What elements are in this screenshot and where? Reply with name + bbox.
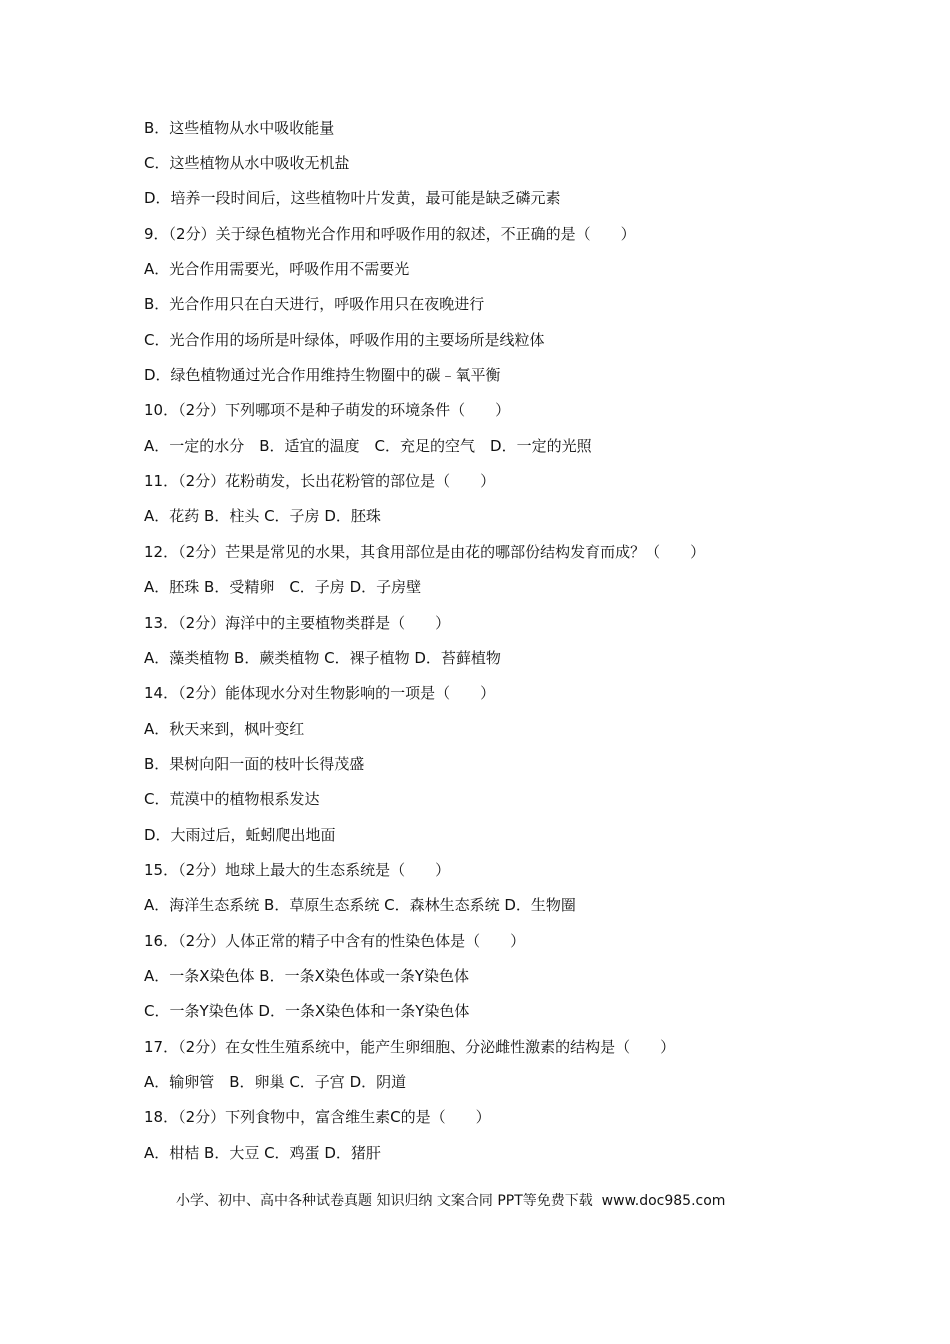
question-9: 9．（2分）关于绿色植物光合作用和呼吸作用的叙述，不正确的是（ ） [144,225,636,243]
question-14: 14．（2分）能体现水分对生物影响的一项是（ ） [144,684,496,702]
option-14c: C．荒漠中的植物根系发达 [144,790,320,808]
question-10: 10．（2分）下列哪项不是种子萌发的环境条件（ ） [144,401,511,419]
option-9d: D．绿色植物通过光合作用维持生物圈中的碳﹣氧平衡 [144,366,501,384]
question-16: 16．（2分）人体正常的精子中含有的性染色体是（ ） [144,932,526,950]
question-17: 17．（2分）在女性生殖系统中，能产生卵细胞、分泌雌性激素的结构是（ ） [144,1038,676,1056]
option-8b: B．这些植物从水中吸收能量 [144,119,335,137]
options-11: A．花药 B．柱头 C．子房 D．胚珠 [144,507,381,525]
options-16-ab: A．一条X染色体 B．一条X染色体或一条Y染色体 [144,967,470,985]
option-8d: D．培养一段时间后，这些植物叶片发黄，最可能是缺乏磷元素 [144,189,561,207]
options-16-cd: C．一条Y染色体 D．一条X染色体和一条Y染色体 [144,1002,470,1020]
option-14b: B．果树向阳一面的枝叶长得茂盛 [144,755,365,773]
options-15: A．海洋生态系统 B．草原生态系统 C．森林生态系统 D．生物圈 [144,896,576,914]
question-11: 11．（2分）花粉萌发，长出花粉管的部位是（ ） [144,472,496,490]
option-9a: A．光合作用需要光，呼吸作用不需要光 [144,260,410,278]
options-12: A．胚珠 B．受精卵 C．子房 D．子房壁 [144,578,422,596]
options-13: A．藻类植物 B．蕨类植物 C．裸子植物 D．苔藓植物 [144,649,501,667]
option-9b: B．光合作用只在白天进行，呼吸作用只在夜晚进行 [144,295,485,313]
option-14a: A．秋天来到，枫叶变红 [144,720,305,738]
page-footer: 小学、初中、高中各种试卷真题 知识归纳 文案合同 PPT等免费下载 www.doc985.com [176,1193,726,1209]
option-8c: C．这些植物从水中吸收无机盐 [144,154,350,172]
question-13: 13．（2分）海洋中的主要植物类群是（ ） [144,614,451,632]
options-17: A．输卵管 B．卵巢 C．子宫 D．阴道 [144,1073,407,1091]
question-18: 18．（2分）下列食物中，富含维生素C的是（ ） [144,1108,491,1126]
option-9c: C．光合作用的场所是叶绿体，呼吸作用的主要场所是线粒体 [144,331,545,349]
question-12: 12．（2分）芒果是常见的水果，其食用部位是由花的哪部份结构发育而成？（ ） [144,543,706,561]
option-14d: D．大雨过后，蚯蚓爬出地面 [144,826,336,844]
question-15: 15．（2分）地球上最大的生态系统是（ ） [144,861,451,879]
options-10: A．一定的水分 B．适宜的温度 C．充足的空气 D．一定的光照 [144,437,592,455]
options-18: A．柑桔 B．大豆 C．鸡蛋 D．猪肝 [144,1144,381,1162]
